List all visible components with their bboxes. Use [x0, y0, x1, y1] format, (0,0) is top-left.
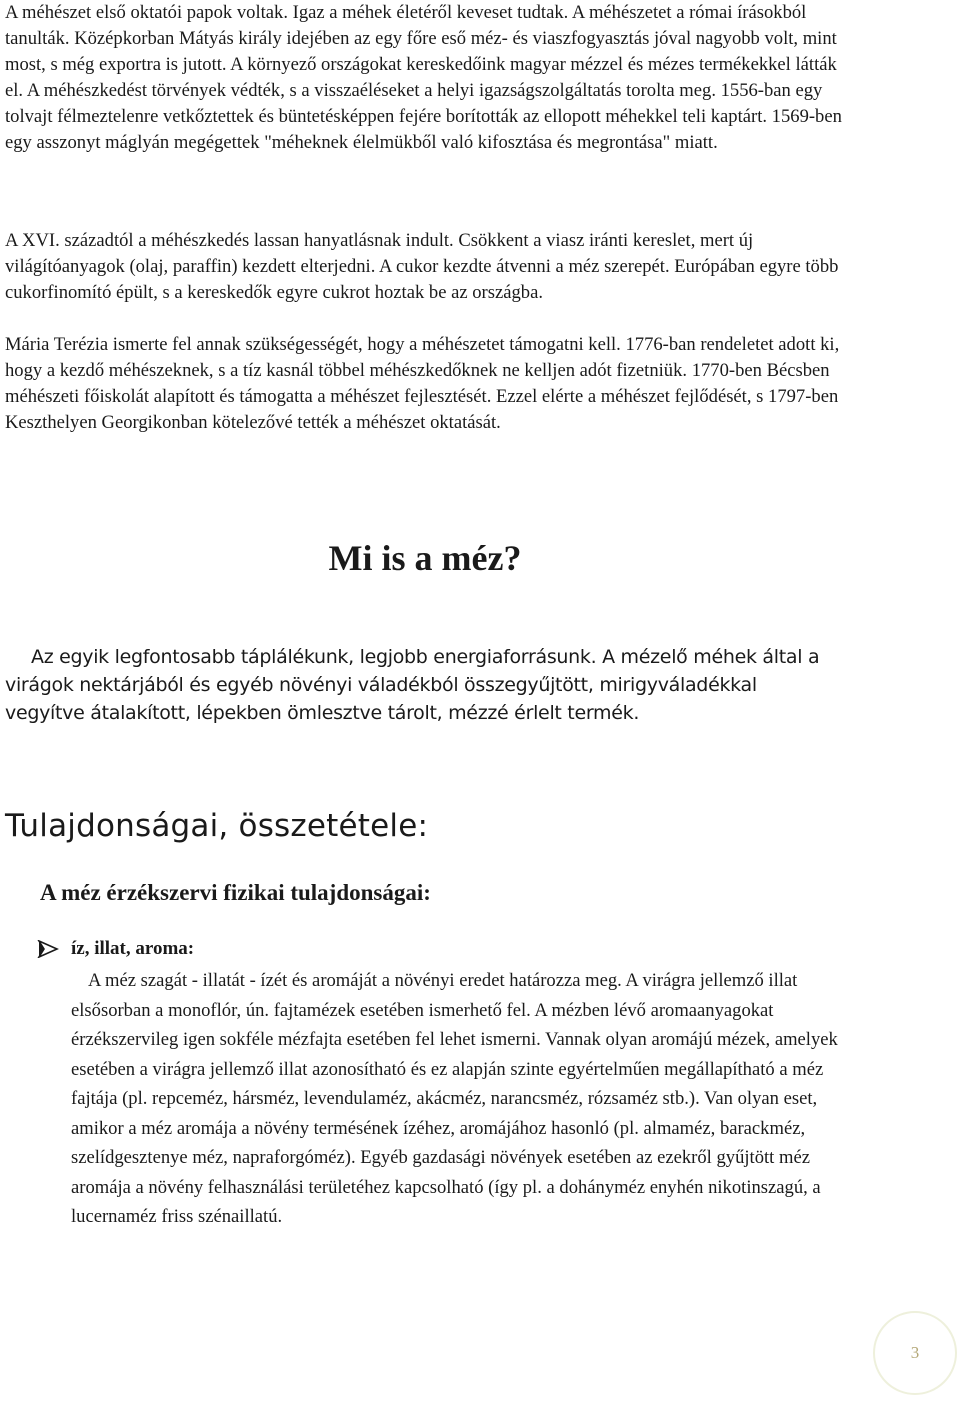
bullet-body-text: A méz szagát - illatát - ízét és aromáját a növényi eredet határozza meg. A virágra jellemző illat elsősorban a monoflór, ún. fajtamézek esetében ismerhető fel. A mézben lévő aromaanyagokat érzékszervileg igen sokféle mézfajta esetében fel lehet ismerni. Vannak olyan aromájú mézek, amelyek esetében a virágra jellemző illat azonosítható és ez alapján szinte egyértelműen megállapítható a méz fajtája (pl. repceméz, hársméz, levendulaméz, akácméz, narancsméz, rózsaméz stb.). Van olyan eset, amikor a méz aromája a növény termésének ízéhez, aromájához hasonló (pl. almaméz, barackméz, szelídgesztenye méz, napraforgóméz). Egyéb gazdasági növények esetében az ezekről gyűjtött méz aromája a növény felhasználási területéhez kapcsolható (így pl. a dohányméz enyhén nikotinszagú, a lucernaméz friss szénaillatú. — [71, 970, 838, 1227]
subsection-heading: A méz érzékszervi fizikai tulajdonságai: — [40, 880, 431, 905]
bullet-item — [37, 937, 194, 961]
main-heading: Mi is a méz? — [328, 538, 522, 578]
bullet-title: íz, illat, aroma: — [71, 938, 195, 959]
section-heading: Tulajdonságai, összetétele: — [5, 808, 429, 844]
history-paragraph-1: A méhészet első oktatói papok voltak. Igaz a méhek életéről keveset tudtak. A méhészetet a római írásokból tanulták. Középkorban Mátyás király idejében az egy főre eső méz- és viaszfogyasztás jóval nagyobb volt, mint most, s még exportra is jutott. A környező országokat kereskedőink magyar mézzel és mézes termékekkel látták el. A méhészkedést törvények védték, s a visszaéléseket a helyi igazságszolgáltatás torolta meg. 1556-ban egy tolvajt félmeztelenre vetkőztettek és büntetésképpen fejére borították az ellopott méhekkel teli kaptárt. 1569-ben egy asszonyt máglyán megégettek "méheknek élelmükből való kifosztása és megrontása" miatt. — [5, 2, 842, 153]
definition-paragraph: Az egyik legfontosabb táplálékunk, legjobb energiaforrásunk. A mézelő méhek által a virágok nektárjából és egyéb növényi váladékból összegyűjtött, mirigyváladékkal vegyítve átalakított, lépekben ömlesztve tárolt, mézzé érlelt termék. — [5, 646, 820, 724]
page-number: 3 — [910, 1343, 920, 1362]
arrowhead-bullet-icon — [37, 940, 59, 958]
history-paragraph-3: Mária Terézia ismerte fel annak szükségességét, hogy a méhészetet támogatni kell. 1776-ban rendeletet adott ki, hogy a kezdő méhészeknek, s a tíz kasnál többel méhészkedőknek ne kelljen adót fizetniük. 1770-ben Bécsben méhészeti főiskolát alapított és támogatta a méhészet fejlesztését. Ezzel elérte a méhészet fejlődését, s 1797-ben Keszthelyen Georgikonban kötelezővé tették a méhészet oktatását. — [5, 334, 840, 433]
page-number-badge — [873, 1311, 957, 1395]
history-paragraph-2: A XVI. századtól a méhészkedés lassan hanyatlásnak indult. Csökkent a viasz iránti kereslet, mert új világítóanyagok (olaj, paraffin) kezdett elterjedni. A cukor kezdte átvenni a méz szerepét. Európában egyre több cukorfinomító épült, s a kereskedők egyre cukrot hoztak be az országba. — [5, 230, 839, 303]
